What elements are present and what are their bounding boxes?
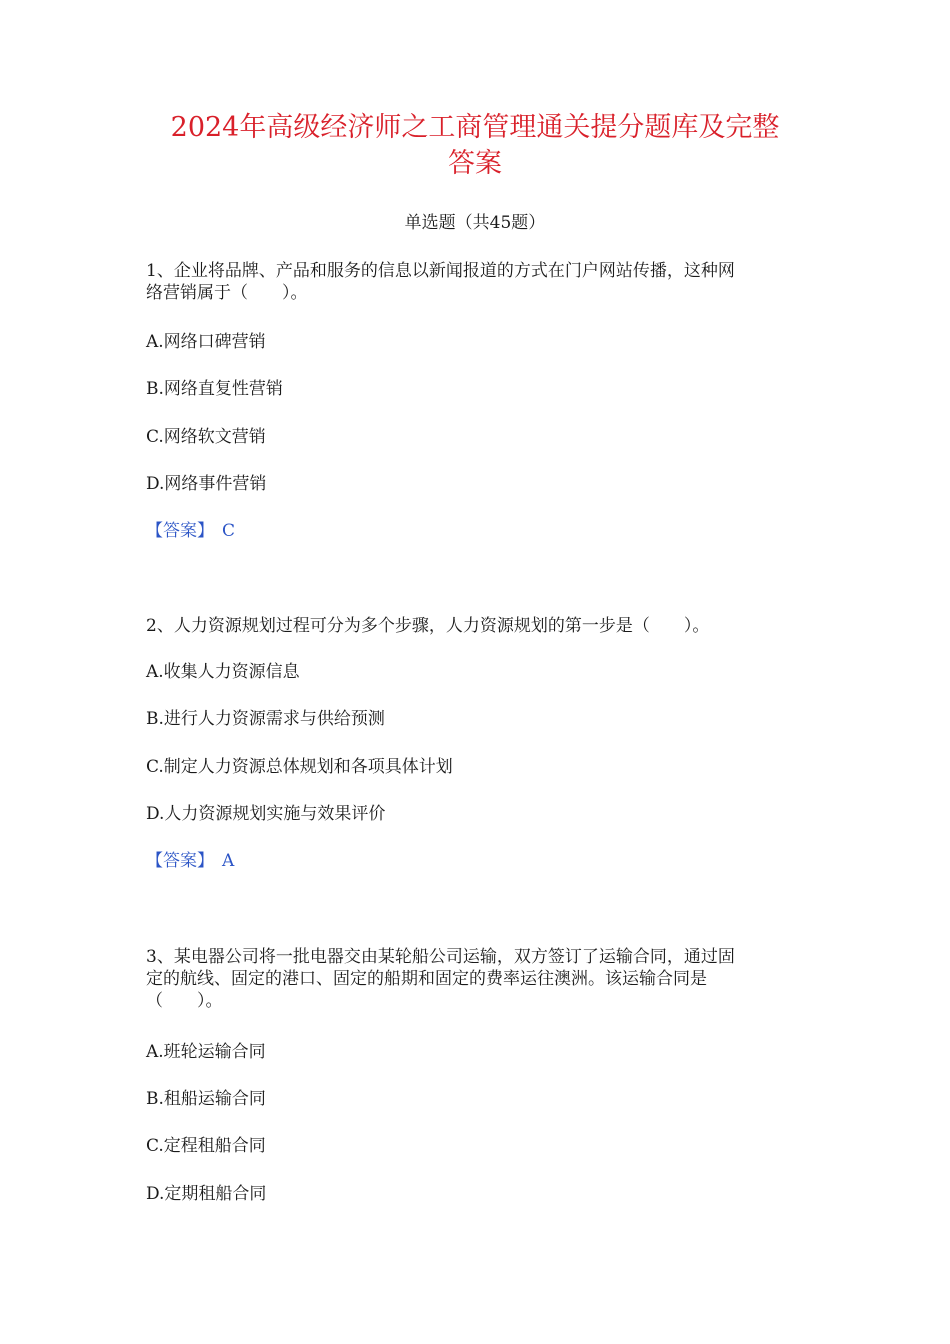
section-heading: 单选题（共45题）: [404, 213, 546, 233]
question-3-option-c: C.定程租船合同: [146, 1136, 266, 1156]
question-1-answer: [146, 520, 235, 542]
question-3-line-2: 定的航线、固定的港口、固定的船期和固定的费率运往澳洲。该运输合同是: [146, 969, 707, 989]
question-1-text: [146, 260, 826, 304]
question-2-option-a: A.收集人力资源信息: [146, 662, 300, 682]
question-3-text: [146, 946, 826, 1012]
question-3-line-3: （ ）。: [146, 991, 223, 1011]
answer-label: 【答案】: [146, 851, 214, 871]
question-2-answer: [146, 850, 234, 872]
question-1-option-b: B.网络直复性营销: [146, 379, 283, 399]
question-3-option-d: D.定期租船合同: [146, 1184, 267, 1204]
question-3-line-1: 3、某电器公司将一批电器交由某轮船公司运输，双方签订了运输合同，通过固: [146, 947, 735, 967]
document-title: [120, 110, 830, 182]
question-1-line-1: 1、企业将品牌、产品和服务的信息以新闻报道的方式在门户网站传播，这种网: [146, 261, 735, 281]
question-2-line-1: 2、人力资源规划过程可分为多个步骤，人力资源规划的第一步是（ ）。: [146, 616, 710, 636]
question-2-option-c: C.制定人力资源总体规划和各项具体计划: [146, 757, 453, 777]
question-1-line-2: 络营销属于（ ）。: [146, 283, 308, 303]
question-1-option-d: D.网络事件营销: [146, 474, 267, 494]
question-2-text: [146, 615, 826, 637]
question-3-option-b: B.租船运输合同: [146, 1089, 266, 1109]
answer-label: 【答案】: [146, 521, 214, 541]
question-1-option-c: C.网络软文营销: [146, 427, 266, 447]
title-line-1: 2024年高级经济师之工商管理通关提分题库及完整: [170, 112, 780, 143]
question-2-option-b: B.进行人力资源需求与供给预测: [146, 709, 385, 729]
title-line-2: 答案: [448, 148, 502, 179]
question-1-option-a: A.网络口碑营销: [146, 332, 266, 352]
answer-value: A: [222, 851, 235, 871]
question-2-option-d: D.人力资源规划实施与效果评价: [146, 804, 386, 824]
answer-value: C: [222, 521, 236, 541]
question-3-option-a: A.班轮运输合同: [146, 1042, 266, 1062]
